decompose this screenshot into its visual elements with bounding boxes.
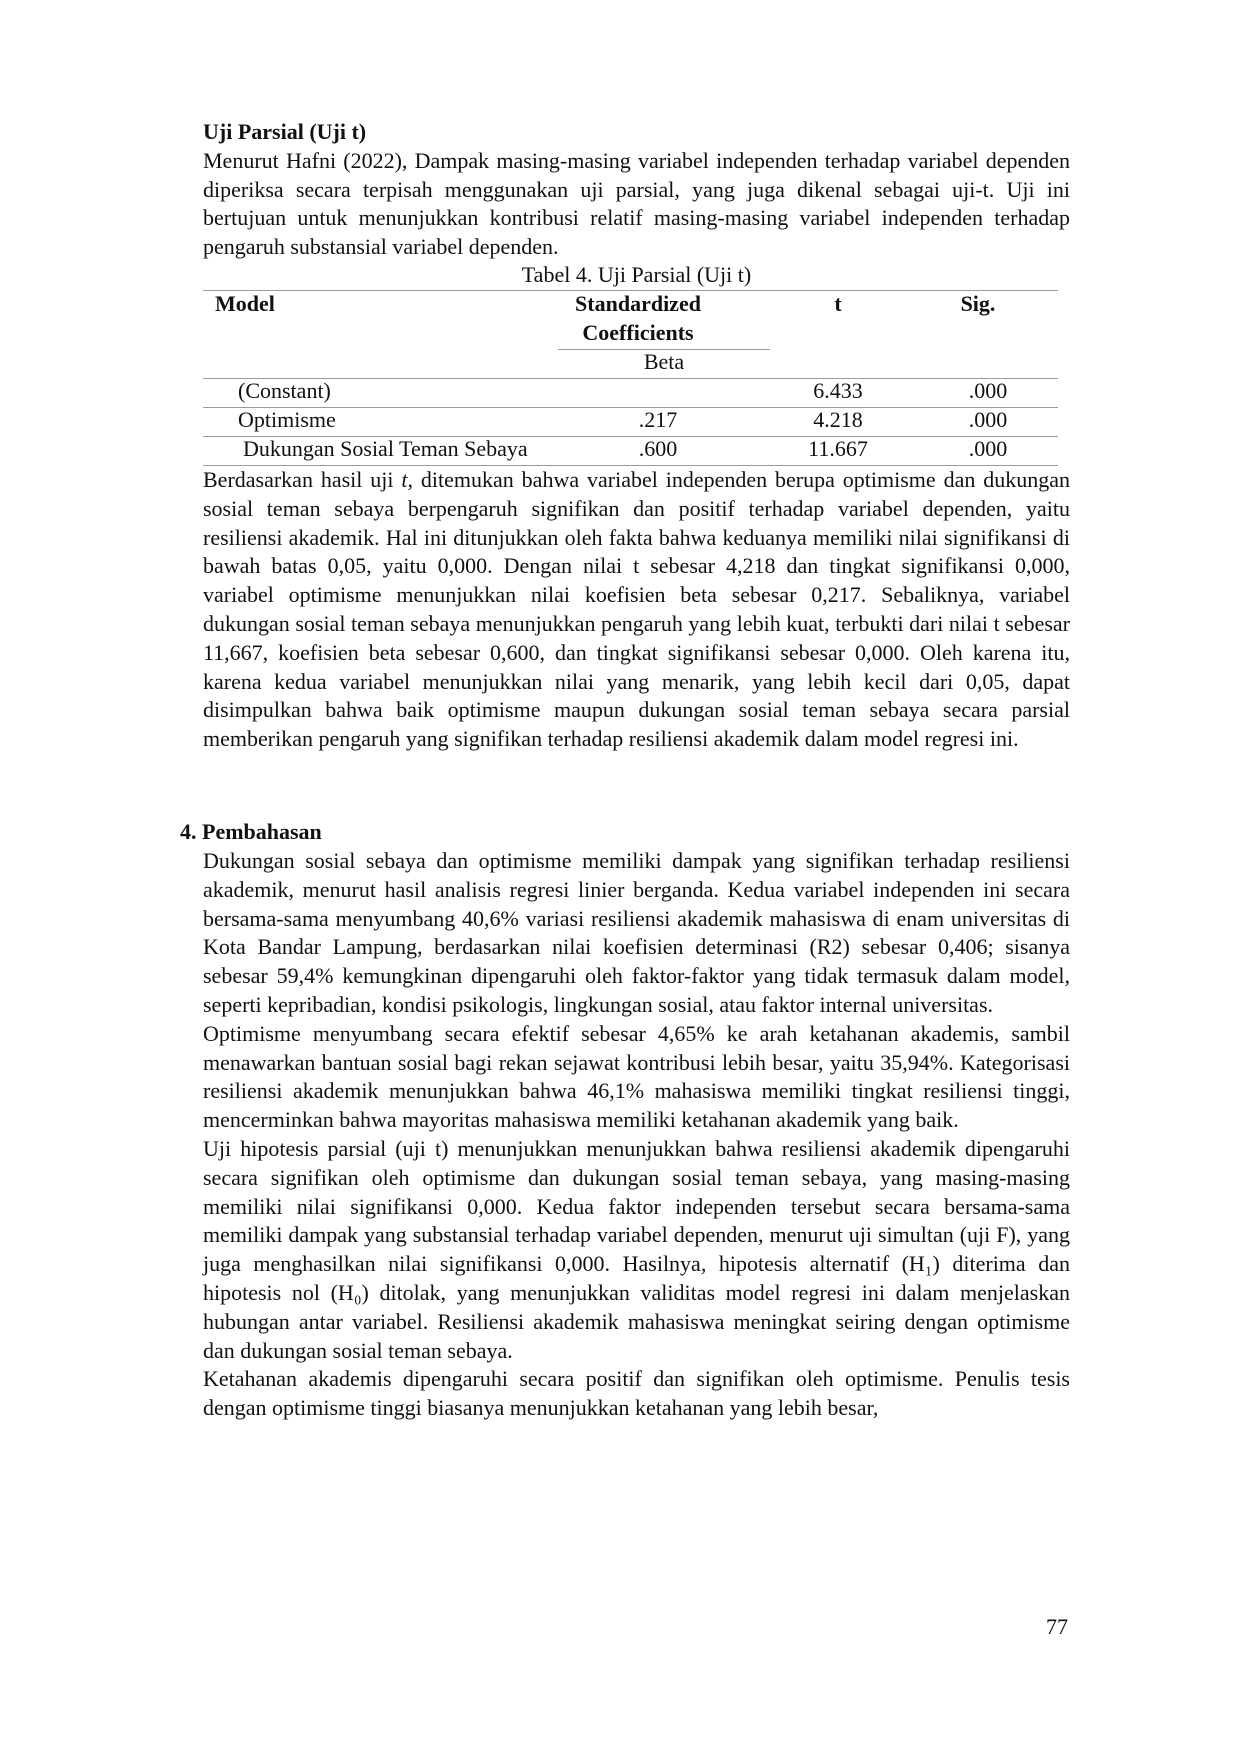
row-model: Optimisme [238, 406, 336, 432]
row-t: 6.433 [813, 377, 863, 403]
uji-parsial-intro: Menurut Hafni (2022), Dampak masing-masing variabel independen terhadap variabel dependen diperiksa secara terpisah menggunakan uji parsial, yang juga dikenal sebagai uji-t. Uji ini bertujuan untuk menunjukkan kontribusi relatif masing-masing variabel independen terhadap pengaruh substansial variabel dependen. [203, 147, 1070, 260]
header-sig: Sig. [960, 290, 996, 316]
pembahasan-body [203, 847, 1070, 1423]
section-heading-pembahasan: 4. Pembahasan [180, 819, 322, 844]
header-coefficients: Coefficients [582, 319, 694, 345]
row-model: Dukungan Sosial Teman Sebaya [243, 435, 528, 461]
page-content [203, 118, 1070, 754]
header-beta: Beta [643, 348, 685, 374]
row-sig: .000 [968, 377, 1008, 403]
row-sig: .000 [968, 406, 1008, 432]
row-beta: .600 [638, 435, 678, 461]
row-model: (Constant) [238, 377, 331, 403]
regression-table [203, 288, 1058, 488]
table-caption: Tabel 4. Uji Parsial (Uji t) [521, 261, 752, 287]
row-sig: .000 [968, 435, 1008, 461]
row-t: 4.218 [813, 406, 863, 432]
header-bottom-rule [203, 378, 1058, 379]
pembahasan-paragraph: Ketahanan akademis dipengaruhi secara positif dan signifikan oleh optimisme. Penulis tesis dengan optimisme tinggi biasanya menunjukkan ketahanan yang lebih besar, [203, 1366, 1070, 1421]
pembahasan-paragraph: Dukungan sosial sebaya dan optimisme memiliki dampak yang signifikan terhadap resiliensi akademik, menurut hasil analisis regresi linier berganda. Kedua variabel independen ini secara bersama-sama menyumbang 40,6% variasi resiliensi akademik mahasiswa di enam universitas di Kota Bandar Lampung, berdasarkan nilai koefisien determinasi (R2) sebesar 0,406; sisanya sebesar 59,4% kemungkinan dipengaruhi oleh faktor-faktor yang tidak termasuk dalam model, seperti kepribadian, kondisi psikologis, lingkungan sosial, atau faktor internal universitas. [203, 848, 1070, 1017]
header-model: Model [215, 290, 275, 316]
header-standardized: Standardized [575, 290, 701, 316]
section-heading-uji-parsial: Uji Parsial (Uji t) [203, 119, 367, 144]
pembahasan-paragraph: Optimisme menyumbang secara efektif sebesar 4,65% ke arah ketahanan akademis, sambil menawarkan bantuan sosial bagi rekan sejawat kontribusi lebih besar, yaitu 35,94%. Kategorisasi resiliensi akademik menunjukkan bahwa 46,1% mahasiswa memiliki tingkat resiliensi tinggi, mencerminkan bahwa mayoritas mahasiswa memiliki ketahanan akademik yang baik. [203, 1020, 1070, 1133]
analysis-paragraph: Berdasarkan hasil uji t, ditemukan bahwa variabel independen berupa optimisme dan dukungan sosial teman sebaya berpengaruh signifikan dan positif terhadap variabel dependen, yaitu resiliensi akademik. Hal ini ditunjukkan oleh fakta bahwa keduanya memiliki nilai signifikansi di bawah batas 0,05, yaitu 0,000. Dengan nilai t sebesar 4,218 dan tingkat signifikansi 0,000, variabel optimisme menunjukkan nilai koefisien beta sebesar 0,217. Sebaliknya, variabel dukungan sosial teman sebaya menunjukkan pengaruh yang lebih kuat, terbukti dari nilai t sebesar 11,667, koefisien beta sebesar 0,600, dan tingkat signifikansi sebesar 0,000. Oleh karena itu, karena kedua variabel menunjukkan nilai yang menarik, yang lebih kecil dari 0,05, dapat disimpulkan bahwa baik optimisme maupun dukungan sosial teman sebaya secara parsial memberikan pengaruh yang signifikan terhadap resiliensi akademik dalam model regresi ini. [203, 466, 1070, 752]
pembahasan-paragraph: Uji hipotesis parsial (uji t) menunjukkan menunjukkan bahwa resiliensi akademik dipengaruhi secara signifikan oleh optimisme dan dukungan sosial teman sebaya, yang masing-masing memiliki nilai signifikansi 0,000. Kedua faktor independen tersebut secara bersama-sama memiliki dampak yang substansial terhadap variabel dependen, menurut uji simultan (uji F), yang juga menghasilkan nilai signifikansi 0,000. Hasilnya, hipotesis alternatif (H₁) diterima dan hipotesis nol (H₀) ditolak, yang menunjukkan validitas model regresi ini dalam menjelaskan hubungan antar variabel. Resiliensi akademik mahasiswa meningkat seiring dengan optimisme dan dukungan sosial teman sebaya. [203, 1135, 1070, 1363]
page-number: 77 [1046, 1614, 1068, 1639]
row-beta: .217 [638, 406, 678, 432]
table-bottom-rule [203, 465, 1058, 466]
row-t: 11.667 [808, 435, 868, 461]
header-t: t [834, 290, 842, 316]
